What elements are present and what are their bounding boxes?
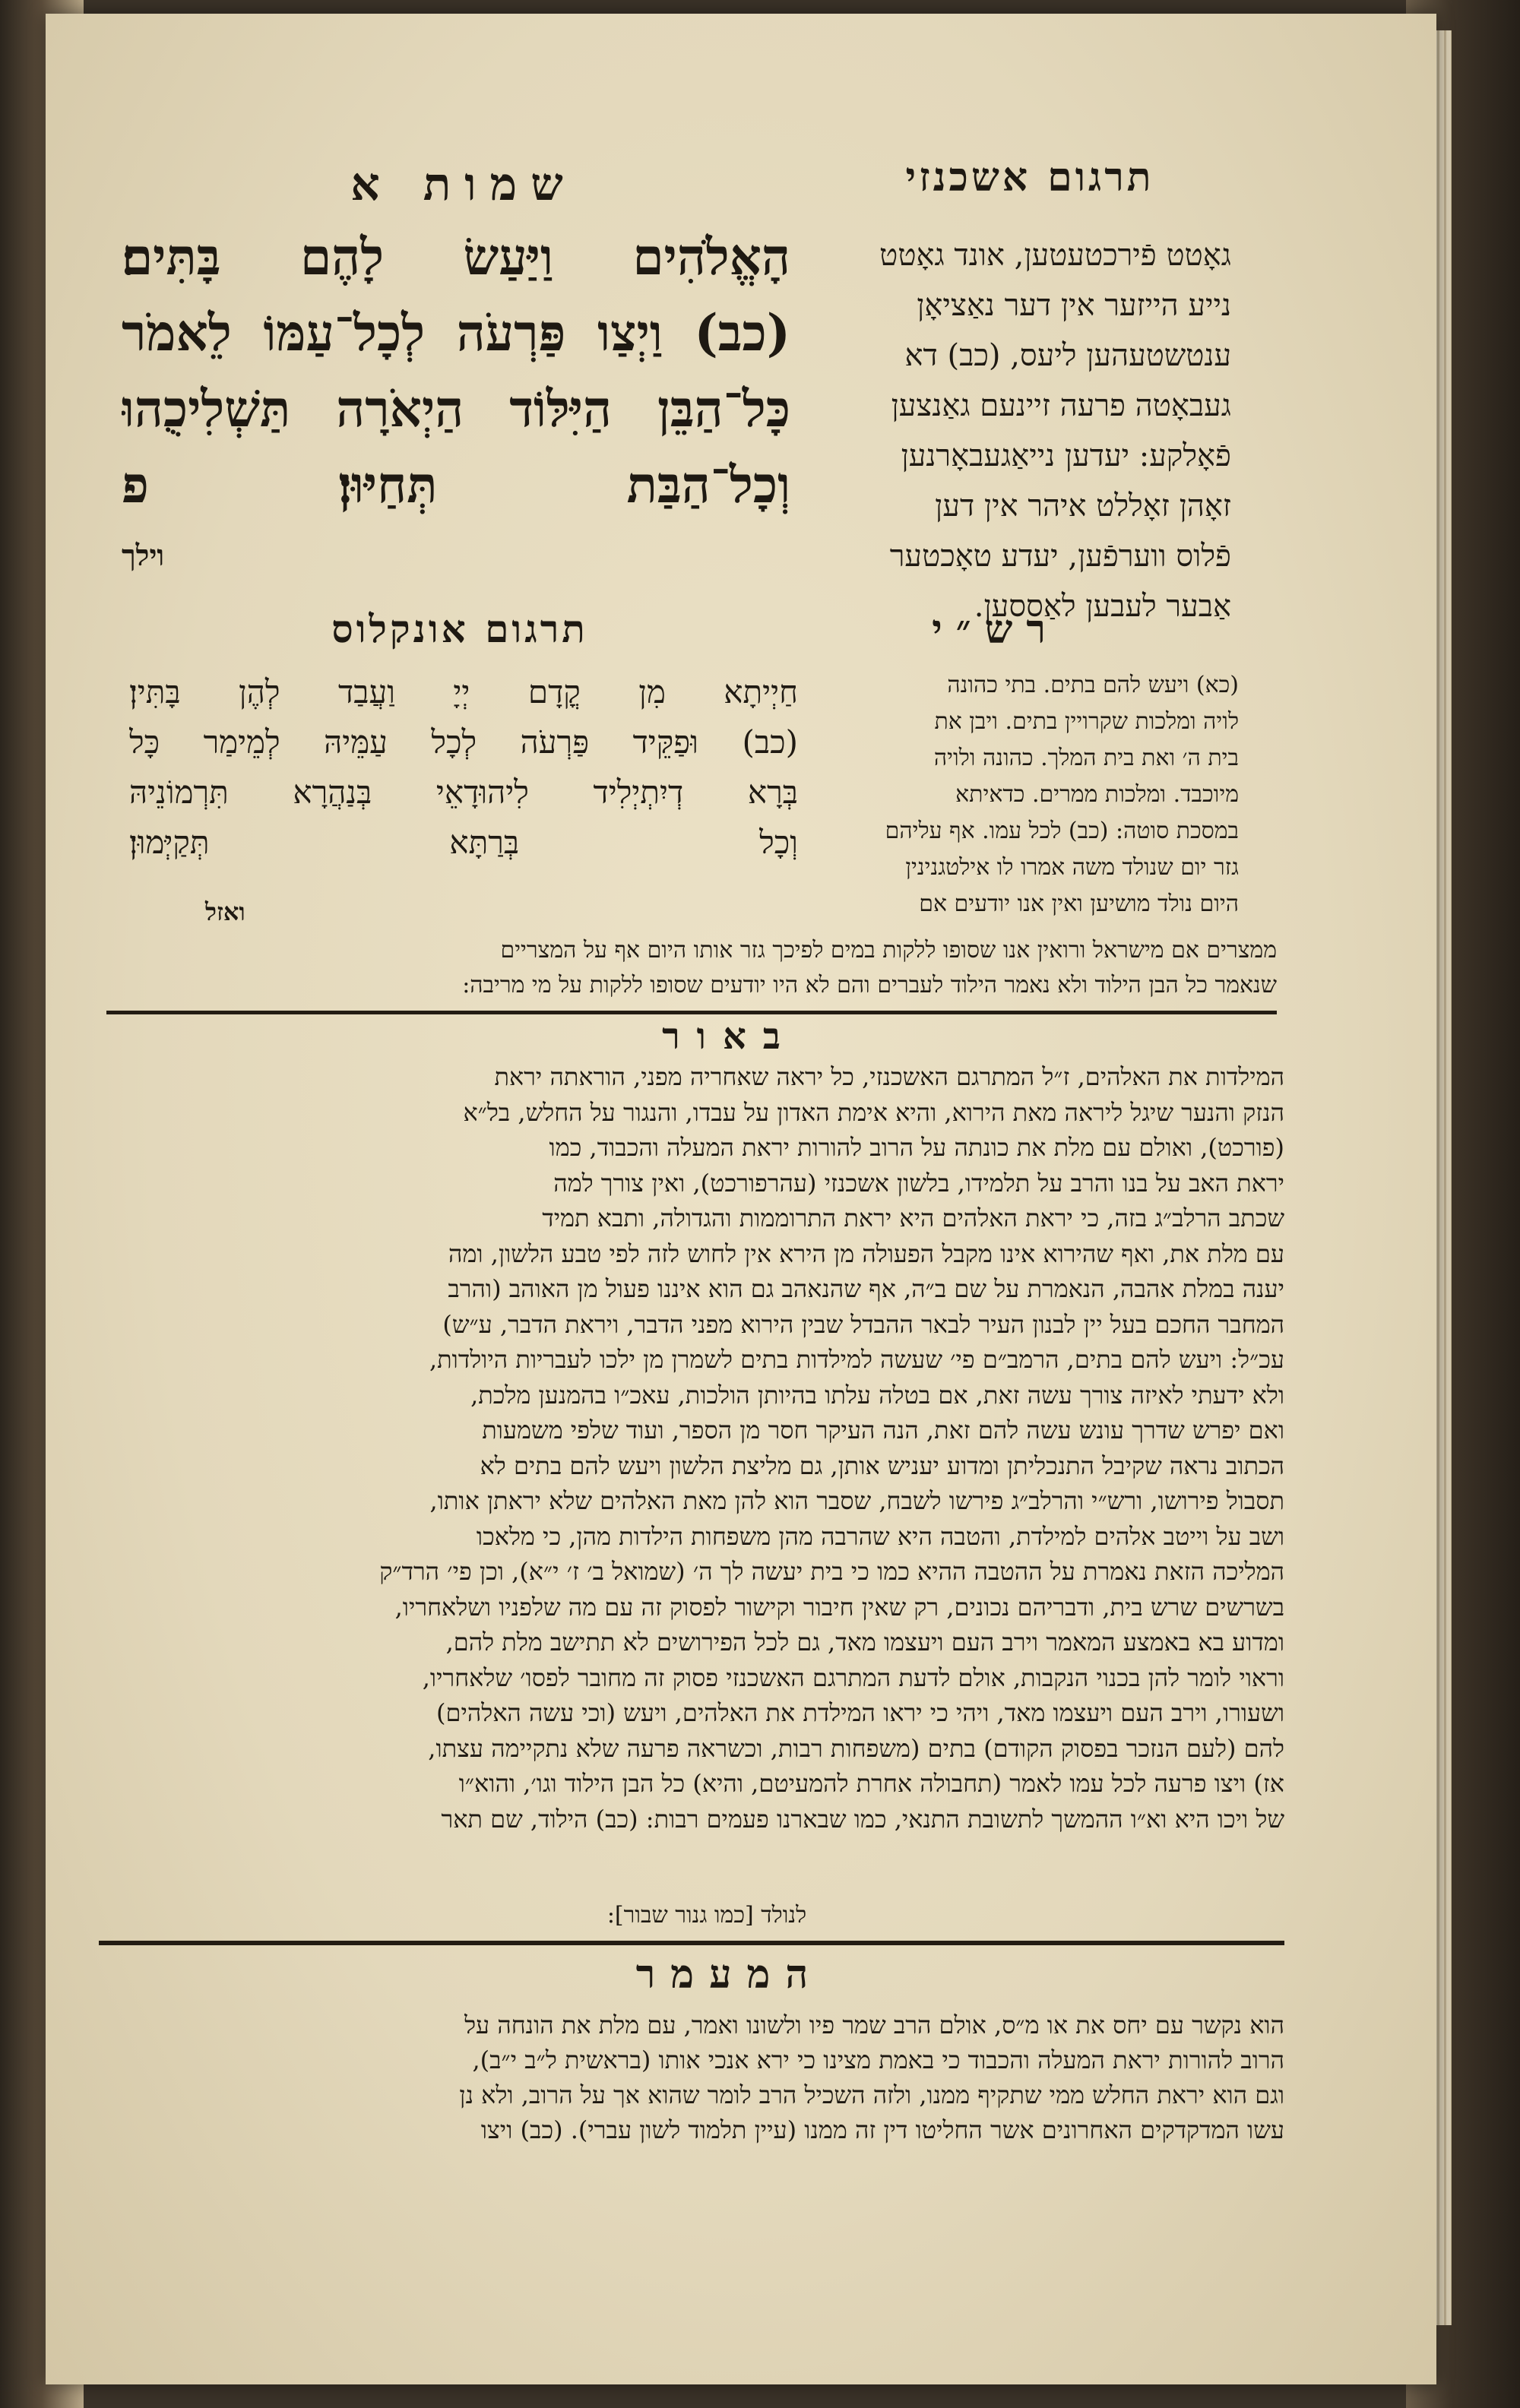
biur-line: המחבר החכם בעל יין לבנון העיר לבאר ההבדל שבין הירוא מפני הדבר, ויראת הדבר, ע״ש): [442, 1309, 1284, 1339]
hameamer-line: הוא נקשר עם יחס את או מ״ס, אולם הרב שמר פיו ולשונו ואמר, עם מלת את הונחה על: [464, 2011, 1284, 2039]
onkelos-line: חַיְיתָא מִן קֳדָם יְיָ וַעֲבַד לְהֶן בָּתִּין׃: [129, 673, 798, 710]
yiddish-translation: [828, 230, 1231, 631]
rashi-commentary-continued: [91, 933, 1277, 1003]
hebrew-verse-line: וְכָל־הַבַּת תְּחַיּוּן׃ פ: [122, 455, 790, 514]
onkelos-text: [129, 667, 798, 868]
biur-line: וראוי לומר להן בכנוי הנקבות, אולם לדעת המתרגם האשכנזי פסוק זה מחובר לפסו׳ שלאחריו,: [422, 1663, 1284, 1692]
yiddish-line: גאָטט פֿירכטעטען, אונד גאָטט: [879, 238, 1231, 273]
biur-commentary: [91, 1059, 1284, 1837]
hameamer-line: עשו המדקדקים האחרונים אשר החליטו דין זה ממנו (עיין תלמוד לשון עברי). (כב) ויצו: [480, 2115, 1284, 2144]
rashi-line: מיוכבד. ומלכות ממרים. כדאיתא: [955, 781, 1239, 808]
yiddish-line: נייע הייזער אין דער נאַציאָן: [917, 288, 1231, 323]
hebrew-verse-line: כָּל־הַבֵּן הַיִּלּוֹד הַיְאֹרָה תַּשְׁלִיכֻהוּ: [122, 379, 790, 438]
hebrew-verse-line: (כב) וַיְצַו פַּרְעֹה לְכָל־עַמּוֹ לֵאמֹר: [122, 303, 790, 362]
onkelos-line: וְכָל בְּרַתָּא תְּקַיְּמוּן׃: [129, 824, 798, 861]
biur-line: תסבול פירושו, ורש״י והרלב״ג פירשו לשבח, שסבר הוא להן מאת האלהים שלא יראתן אותו,: [429, 1486, 1284, 1515]
biur-line: בשרשים שרש בית, ודבריהם נכונים, רק שאין חיבור וקישור לפסוק זה עם מה שלפניו ושלאחריו,: [394, 1592, 1284, 1622]
biur-line: ואם יפרש שדרך עונש עשה להם זאת, הנה העיקר חסר מן הספר, ועוד שלפי משמעות: [482, 1416, 1284, 1444]
onkelos-heading: תרגום אונקלוס: [331, 606, 588, 651]
yiddish-line: פֿלוס ווערפֿען, יעדע טאָכטער: [889, 539, 1231, 574]
yiddish-line: אַבער לעבען לאַססען.: [974, 589, 1231, 624]
yiddish-line: פֿאָלקע: יעדען נייאַגעבאָרנען: [901, 438, 1231, 473]
biur-line: יראת האב על בנו והרב על תלמידו, בלשון אשכנזי (עהרפורכט), ואין צורך למה: [553, 1168, 1284, 1198]
catchword-onkelos: ואזל: [205, 897, 245, 926]
biur-line: (פורכט), ואולם עם מלת את כונתה על הרוב להורות יראת המעלה והכבוד, כמו: [549, 1133, 1284, 1162]
biur-heading: באור: [662, 1015, 797, 1058]
rashi-commentary: [806, 667, 1239, 922]
biur-line: ושב על וייטב אלהים למילדת, והטבה היא שהרבה מהן משפחות הילדות מהן, כי מלאכו: [476, 1521, 1284, 1551]
biur-line: עם מלת את, ואף שהירוא אינו מקבל הפעולה מן הירא אין לחוש לזה לפי טבע הלשון, ומה: [448, 1239, 1284, 1268]
biur-line: של ויכו היא וא״ו ההמשך לתשובת התנאי, כמו שבארנו פעמים רבות: (כב) הילוד, שם תאר: [441, 1804, 1284, 1834]
biur-line: עכ״ל: ויעש להם בתים, הרמב״ם פי׳ שעשה למילדות בתים לשמרן מן ילכו לעבריות היולדות,: [429, 1345, 1284, 1374]
hameamer-line: וגם הוא יראת החלש ממי שתקיף ממנו, ולזה השכיל הרב לומר שהוא אך על הרוב, ולא נן: [459, 2080, 1284, 2109]
hameamer-heading: המעמר: [635, 1951, 824, 1998]
rashi-line: היום נולד מושיען ואין אנו יודעים אם: [919, 891, 1239, 917]
rashi-line: לויה ומלכות שקרויין בתים. ויבן את: [934, 708, 1239, 735]
yiddish-line: זאָהן זאָללט איהר אין דען: [935, 489, 1231, 524]
hebrew-text: [122, 219, 790, 523]
rashi-heading: רש״י: [932, 606, 1059, 653]
rashi-line: בית ה׳ ואת בית המלך. כהונה ולויה: [933, 745, 1239, 771]
section-divider: [106, 1011, 1277, 1014]
rashi-line: (כא) ויעש להם בתים. בתי כהונה: [947, 672, 1239, 698]
rashi-line: גזר יום שנולד משה אמרו לו אילטגנינין: [905, 854, 1239, 881]
section-divider: [99, 1941, 1284, 1945]
hameamer-line: הרוב להורות יראת המעלה והכבוד כי באמת מצינו כי ירא אנכי אותו (בראשית ל״ב י״ב),: [472, 2046, 1284, 2074]
hebrew-verse-line: הָאֱלֹהִים וַיַּעַשׂ לָהֶם בָּתִּים׃: [122, 227, 790, 286]
rashi-line: שנאמר כל הבן הילוד ולא נאמר הילוד לעברים והם לא היו יודעים שסופו ללקות על מי מריבה:: [462, 972, 1277, 998]
book-page: [46, 14, 1436, 2384]
catchword: וילך: [122, 538, 165, 572]
biur-line: שכתב הרלב״ג בזה, כי יראת האלהים היא יראת התרוממות והגדולה, ותבא תמיד: [542, 1204, 1284, 1232]
biur-closing-line: לנולד [כמו גנור שבור]:: [606, 1902, 807, 1929]
biur-line: יענה במלת אהבה, הנאמרת על שם ב״ה, אף שהנאהב גם הוא איננו פעול מן האוהב (והרב: [448, 1274, 1284, 1303]
biur-line: הנזק והנער שיגל ליראה מאת הירוא, והיא אימת האדון על עבדו, והנגור על החלש, בל״א: [463, 1097, 1284, 1127]
biur-line: ולא ידעתי לאיזה צורך עשה זאת, אם בטלה עלתו בהיותן הולכות, עאכ״ו בהמנען מלכת,: [470, 1380, 1284, 1410]
biur-line: ושעורו, וירב העם ויעצמו מאד, ויהי כי יראו המילדת את האלהים, ויעש (וכי עשה האלהים): [436, 1698, 1284, 1727]
yiddish-line: געבאָטה פרעה זיינעם גאַנצען: [891, 388, 1231, 423]
biur-line: המליכה הזאת נאמרת על ההטבה ההיא כמו כי בית יעשה לך ה׳ (שמואל ב׳ ז׳ י״א), וכן פי׳ הרד״ק: [379, 1557, 1284, 1586]
yiddish-heading: תרגום אשכנזי: [905, 154, 1154, 201]
onkelos-line: (כב) וּפַקֵּיד פַּרְעֹה לְכָל עַמֵּיהּ לְמֵימַר כָּל: [129, 723, 798, 761]
biur-line: ומדוע בא באמצע המאמר וירב העם ויעצמו מאד, גם לכל הפירושים לא תתישב מלת להם,: [445, 1628, 1284, 1656]
rashi-line: במסכת סוטה: (כב) לכל עמו. אף עליהם: [885, 818, 1239, 844]
biur-line: הכתוב נראה שקיבל התנכליתן ומדוע יעניש אותן, גם מליצת הלשון ויעש להם בתים לא: [480, 1451, 1284, 1480]
biur-line: המילדות את האלהים, ז״ל המתרגם האשכנזי, כל יראה שאחריה מפני, הוראתה יראת: [494, 1062, 1284, 1091]
onkelos-line: בְּרָא דְיִתְיְלִיד לִיהוּדָאֵי בְּנַהֲרָא תִּרְמוֹנֵיהּ: [129, 774, 798, 811]
parsha-heading: שמות א: [350, 158, 577, 211]
rashi-line: ממצרים אם מישראל ורואין אנו שסופו ללקות במים לפיכך גזר אותו היום אף על המצריים: [500, 937, 1277, 964]
yiddish-line: ענטשטעהען ליעס, (כב) דא: [904, 338, 1231, 373]
biur-line: להם (לעם הנזכר בפסוק הקודם) בתים (משפחות רבות, וכשראה פרעה שלא נתקיימה עצתו,: [428, 1733, 1284, 1763]
hameamer-commentary: [91, 2008, 1284, 2147]
biur-line: אז) ויצו פרעה לכל עמו לאמר (תחבולה אחרת להמעיטם, והיא) כל הבן הילוד וגו׳, והוא״ו: [458, 1769, 1284, 1798]
